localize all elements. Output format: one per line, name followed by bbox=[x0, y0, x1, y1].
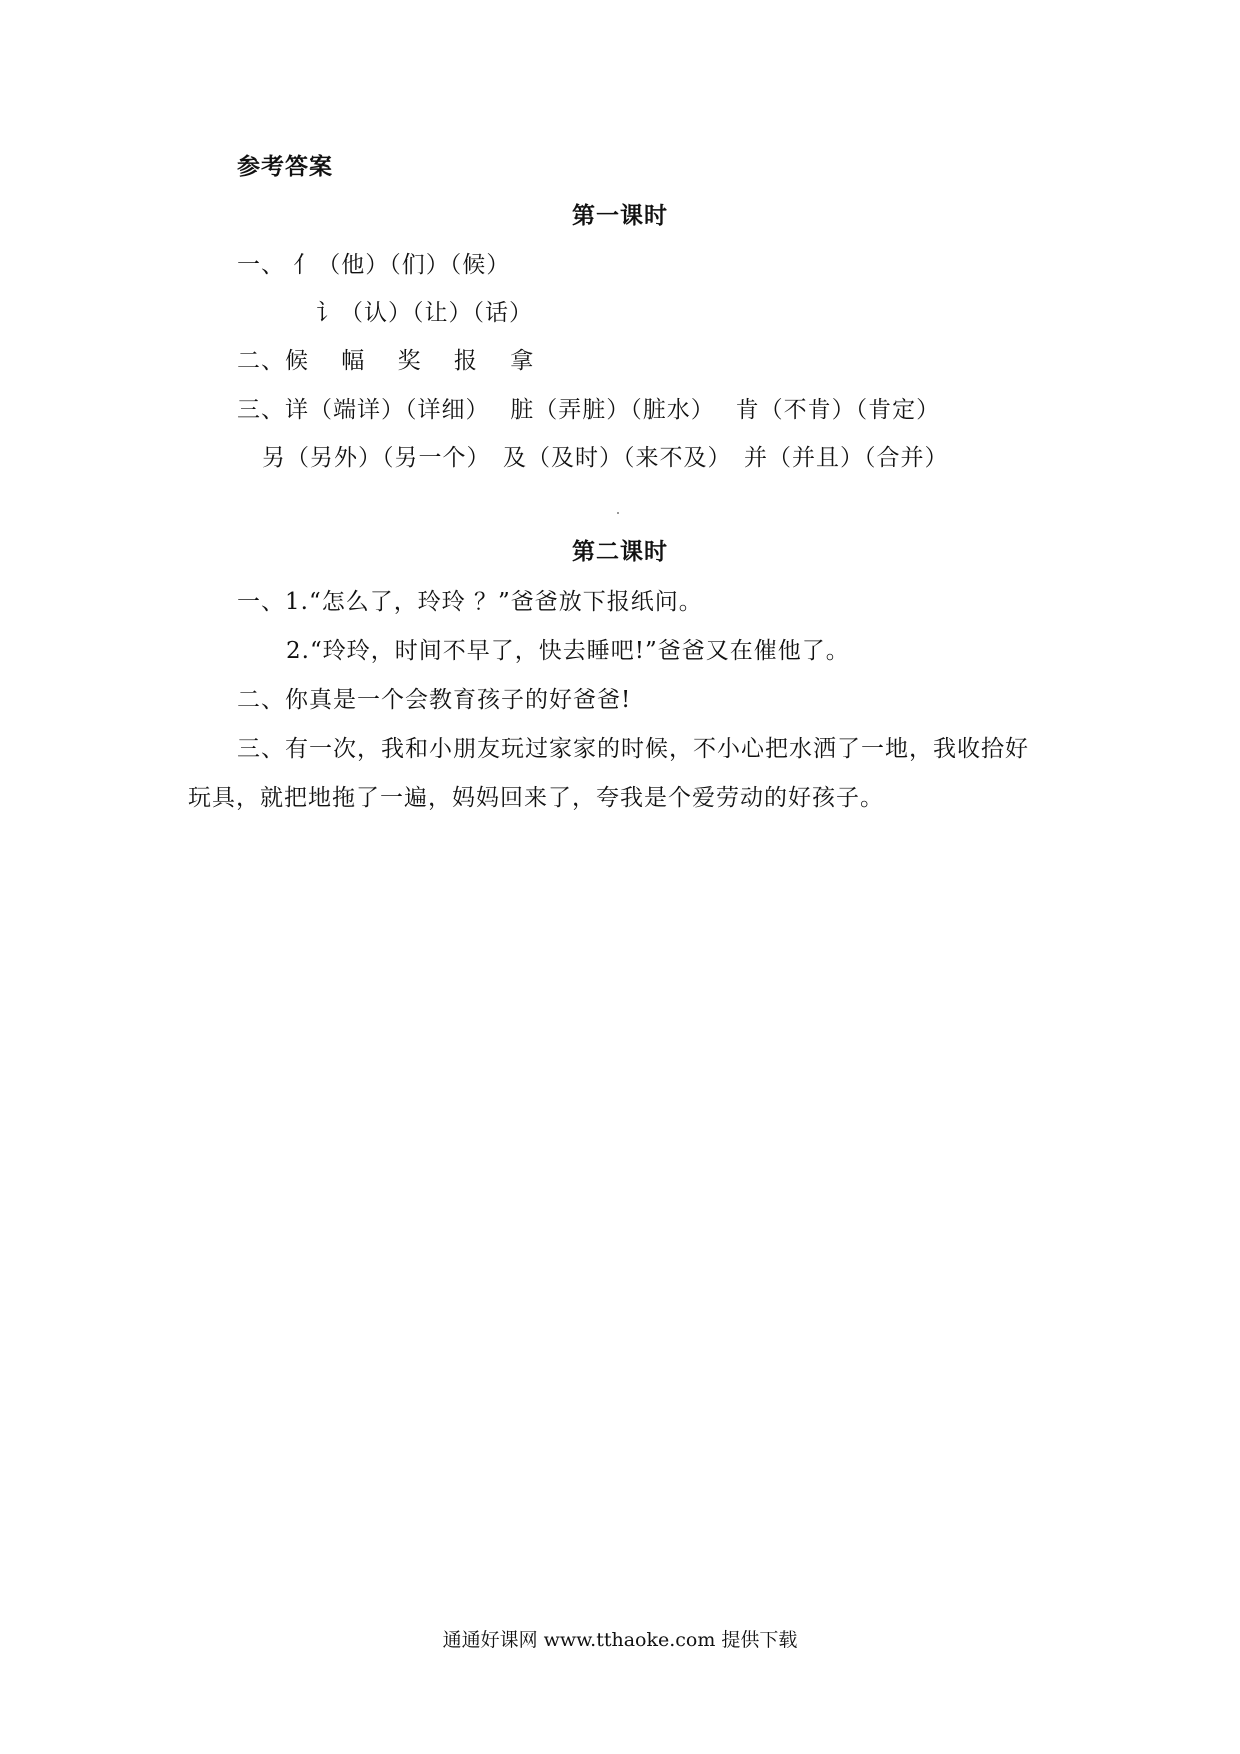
section1-line-5: 另（另外）（另一个） 及（及时）（来不及） 并（并且）（合并） bbox=[262, 445, 949, 471]
section1-line-2: 讠（认）（让）（话） bbox=[316, 300, 533, 326]
section1-heading: 第一课时 bbox=[572, 203, 668, 229]
footer-watermark: 通通好课网 www.tthaoke.com 提供下载 bbox=[442, 1629, 798, 1651]
section2-line-3: 二、你真是一个会教育孩子的好爸爸! bbox=[237, 687, 632, 713]
section2-line-1: 一、1.“怎么了，玲玲 ？”爸爸放下报纸问。 bbox=[237, 589, 703, 615]
section2-line-5: 玩具，就把地拖了一遍，妈妈回来了，夸我是个爱劳动的好孩子。 bbox=[188, 785, 884, 811]
section1-line-3: 二、候 幅 奖 报 拿 bbox=[237, 348, 535, 374]
section2-line-2: 2.“玲玲，时间不早了，快去睡吧!”爸爸又在催他了。 bbox=[286, 638, 850, 664]
section2-heading: 第二课时 bbox=[572, 539, 668, 565]
section1-line-1: 一、 亻（他）（们）（候） bbox=[237, 252, 511, 278]
stray-mark bbox=[617, 512, 619, 514]
document-title: 参考答案 bbox=[237, 154, 333, 180]
section1-line-4: 三、详（端详）（详细） 脏（弄脏）（脏水） 肯（不肯）（肯定） bbox=[237, 397, 941, 423]
section2-line-4: 三、有一次，我和小朋友玩过家家的时候，不小心把水洒了一地，我收拾好 bbox=[237, 736, 1029, 762]
